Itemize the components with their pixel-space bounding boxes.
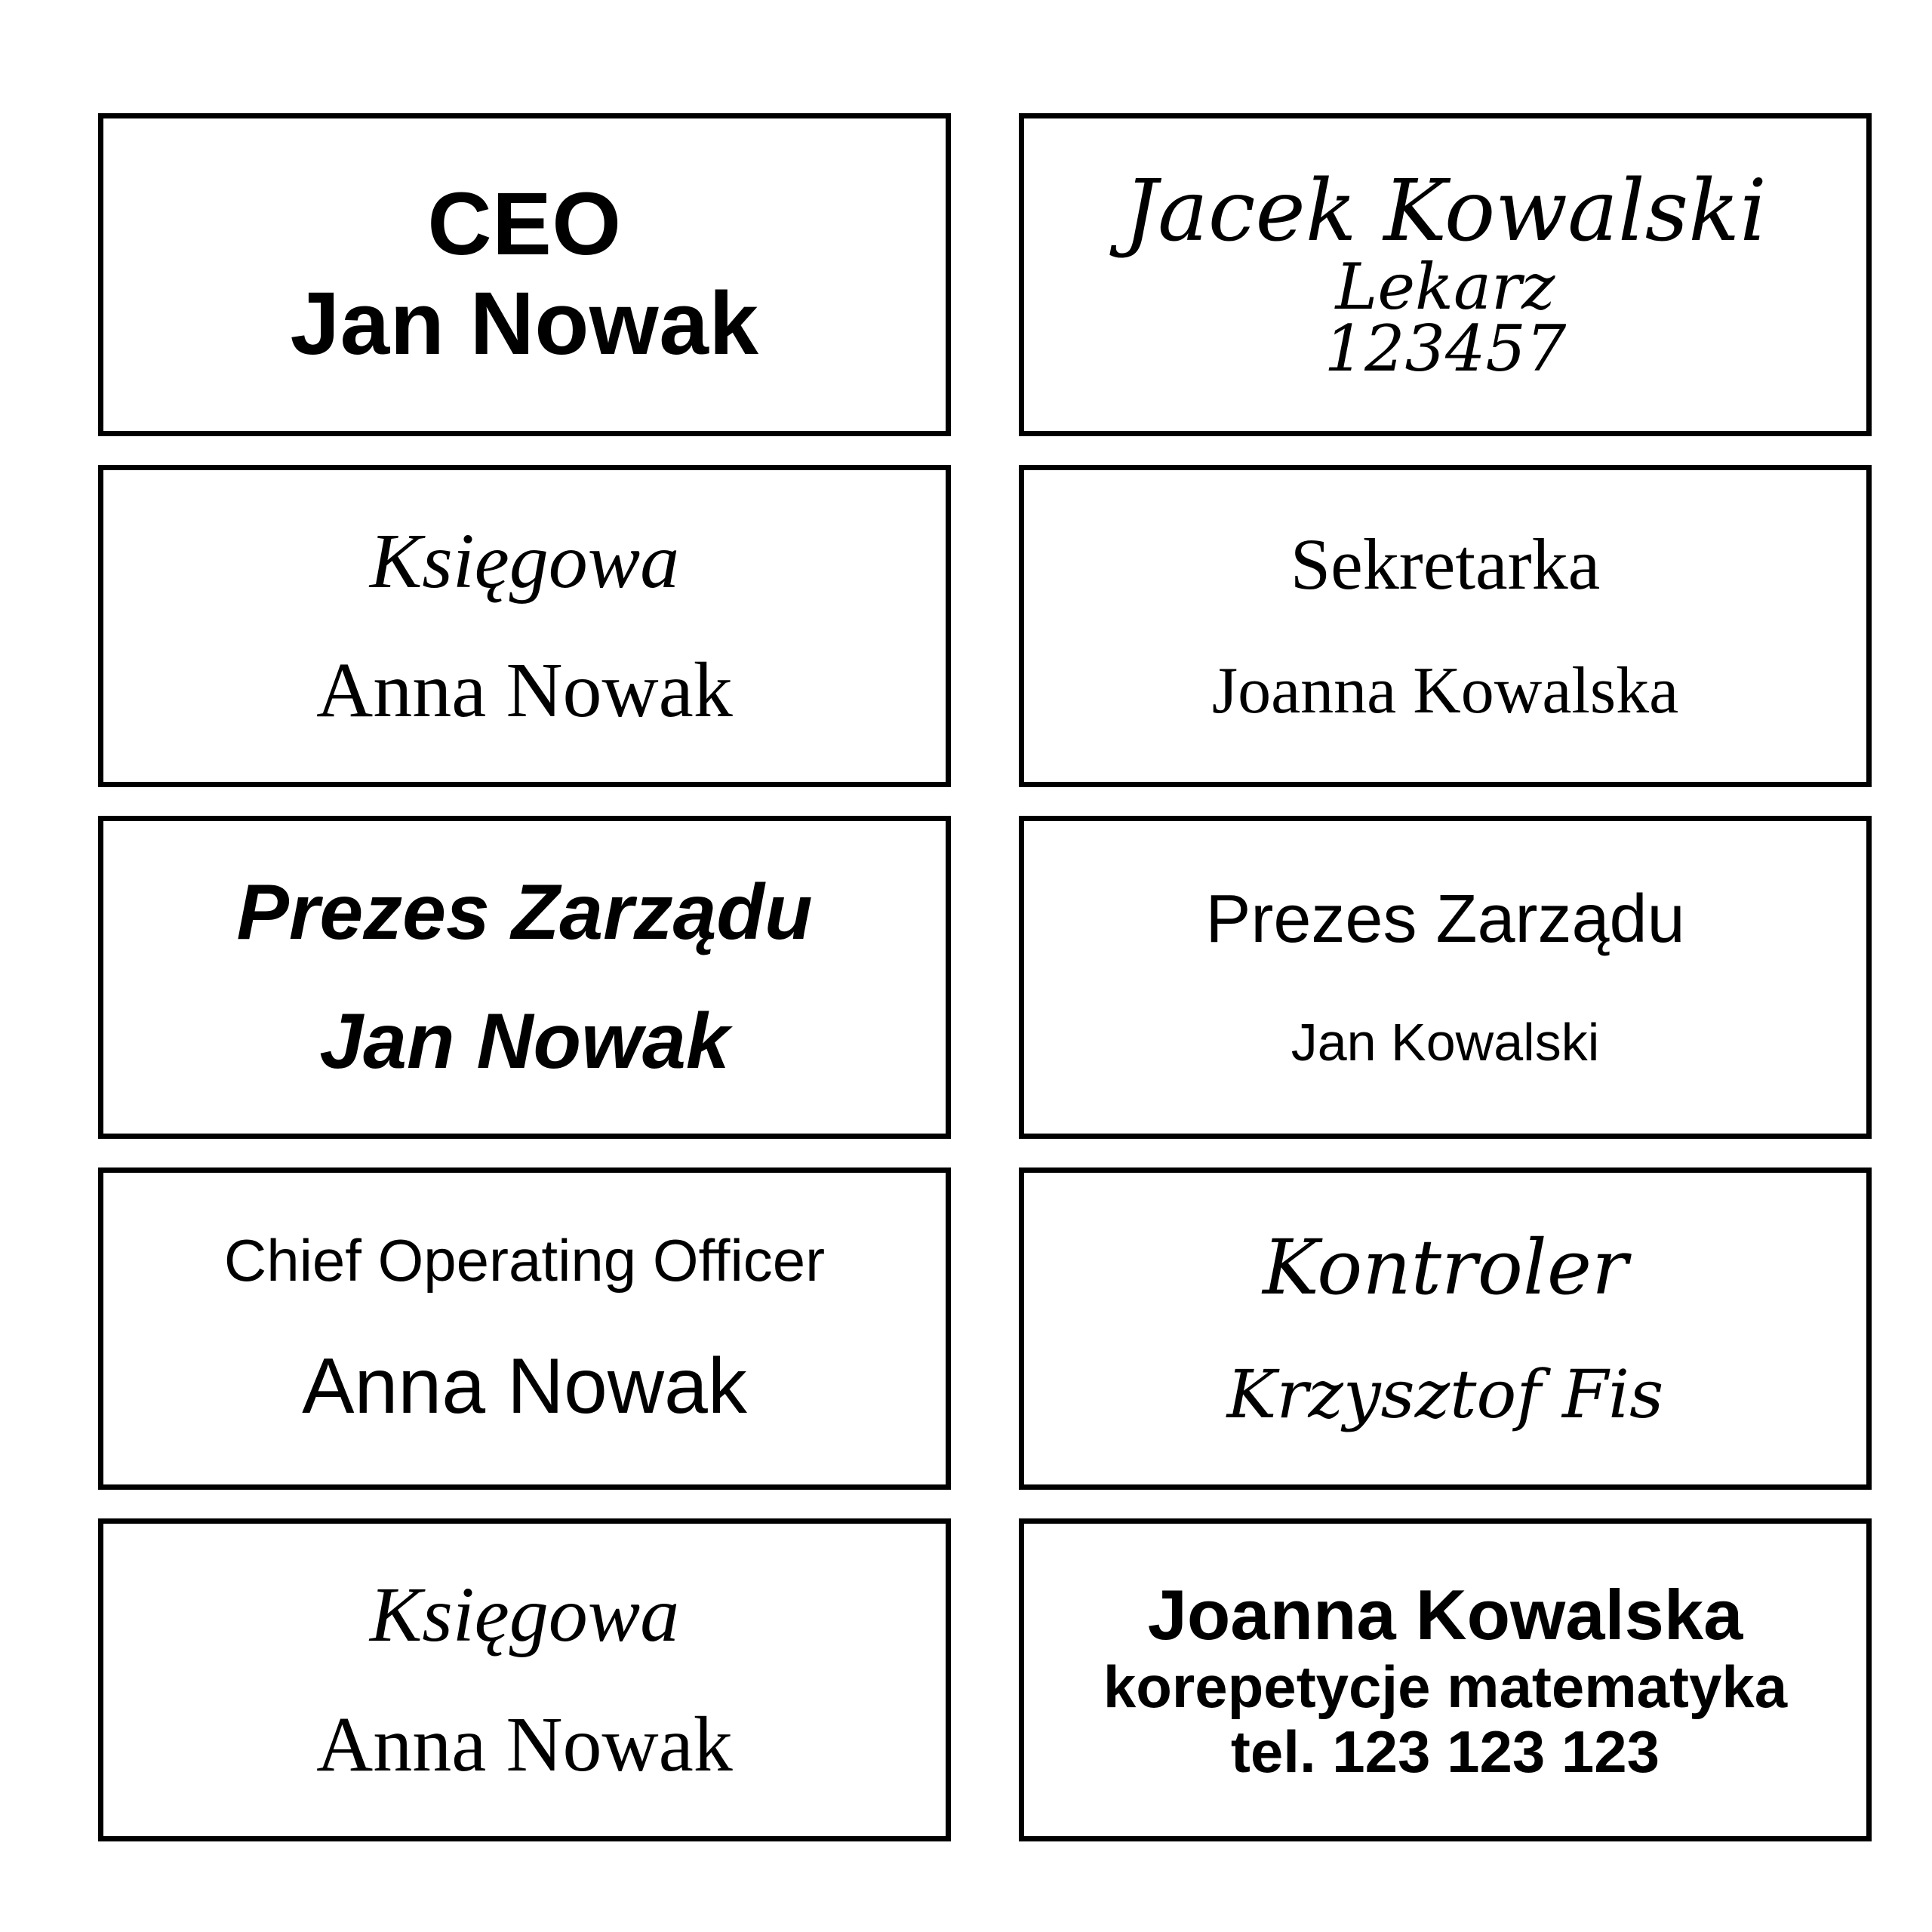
plate-line-name: Joanna Kowalska [1147,1575,1743,1655]
plate-prezes-zarzadu-jan-nowak[interactable] [98,816,951,1139]
plate-ceo-jan-nowak[interactable] [98,113,951,436]
plate-kontroler-krzysztof-fis[interactable] [1019,1168,1872,1491]
plate-jacek-kowalski-lekarz[interactable] [1019,113,1872,436]
plate-ksiegowa-anna-nowak[interactable] [98,465,951,788]
plate-line-phone: tel. 123 123 123 [1230,1718,1660,1785]
plate-line-name: Anna Nowak [302,1342,747,1430]
plate-line-name: Jan Nowak [290,273,759,374]
plate-prezes-zarzadu-jan-kowalski[interactable] [1019,816,1872,1139]
plate-line-name: Jacek Kowalski [1124,162,1767,260]
plate-sekretarka-joanna-kowalska[interactable] [1019,465,1872,788]
plate-line-name: Joanna Kowalska [1211,654,1679,728]
plate-line-title: Sekretarka [1290,524,1601,605]
plate-line-title: Prezes Zarządu [1205,881,1685,958]
plate-line-title: Chief Operating Officer [223,1227,826,1294]
plate-joanna-kowalska-korepetycje[interactable] [1019,1518,1872,1841]
plate-line-number: 123457 [1324,312,1567,386]
plate-line-title: CEO [427,174,622,275]
plate-line-title: Księgowa [369,517,680,605]
plate-line-name: Anna Nowak [316,1700,733,1788]
plate-line-title: Prezes Zarządu [236,869,813,957]
plate-line-name: Krzysztof Fis [1226,1355,1664,1434]
plate-line-title: Lekarz [1335,249,1555,324]
nameplate-grid [98,113,1872,1841]
plate-coo-anna-nowak[interactable] [98,1168,951,1491]
plate-line-title: Księgowa [369,1571,680,1659]
plate-ksiegowa-anna-nowak-2[interactable] [98,1518,951,1841]
plate-line-title: Kontroler [1263,1223,1628,1312]
plate-line-service: korepetycje matematyka [1103,1653,1788,1720]
plate-line-name: Jan Kowalski [1291,1012,1600,1072]
plate-line-name: Anna Nowak [316,646,733,734]
plate-line-name: Jan Nowak [319,998,730,1086]
